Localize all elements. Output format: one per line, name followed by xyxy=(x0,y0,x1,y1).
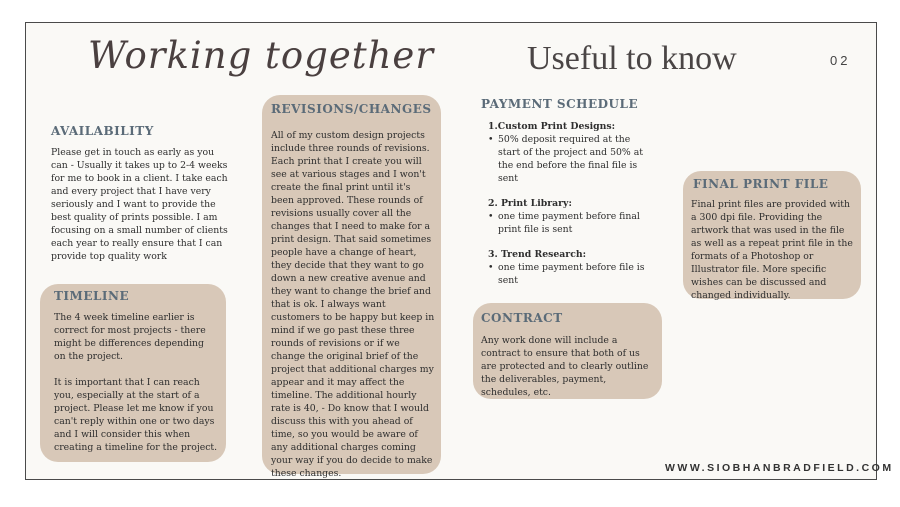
payment-heading: PAYMENT SCHEDULE xyxy=(481,97,639,111)
contract-heading: CONTRACT xyxy=(481,311,563,325)
revisions-text: All of my custom design projects include three rounds of revisions. Each print that I create you will see at various stages and I won't create the final print until it's been approved. These rounds of revisions usually cover all the changes that I need to make for a print design. That said sometimes people have a change of heart, they decide that they want to go down a new creative avenue and they want to change the brief and that is ok. I always want customers to be happy but keep in mind if we go past these three rounds of revisions or if we change the original brief of the project that additional charges my appear and it may affect the timeline. The additional hourly rate is 40, - Do know that I would discuss this with you ahead of time, so you would be aware of any additional charges coming your way if you do decide to make these changes. xyxy=(271,130,435,479)
script-title: Working together xyxy=(88,34,435,77)
payment-item-bullet: • one time payment before final print file is sent xyxy=(478,210,648,236)
availability-text: Please get in touch as early as you can - Usually it takes up to 2-4 weeks for me to book in a client. I take each and every project that I have very seriously and I want to provide the best quality of prints possible. I am focusing on a small number of clients each year to really ensure that I can provide top quality work xyxy=(51,147,228,262)
payment-item-title: 1.Custom Print Designs: xyxy=(488,121,616,132)
timeline-text xyxy=(54,311,218,454)
payment-list xyxy=(478,120,648,299)
timeline-paragraph-2: It is important that I can reach you, especially at the start of a project. Please let me know if you can't reply within one or two days and I will consider this when creating a timeline for the project. xyxy=(54,377,218,453)
list-item xyxy=(478,248,648,287)
payment-item-bullet: • 50% deposit required at the start of the project and 50% at the end before the final file is sent xyxy=(478,133,648,185)
contract-text: Any work done will include a contract to ensure that both of us are protected and to clearly outline the deliverables, payment, schedules, etc. xyxy=(481,335,649,398)
list-item xyxy=(478,120,648,185)
final-print-text: Final print files are provided with a 300 dpi file. Providing the artwork that was used in the file as well as a repeat print file in the formats of a Photoshop or Illustrator file. More specific wishes can be discussed and changed individually. xyxy=(691,199,853,301)
website-link[interactable]: WWW.SIOBHANBRADFIELD.COM xyxy=(665,462,894,474)
timeline-paragraph-1: The 4 week timeline earlier is correct for most projects - there might be differences depending on the project. xyxy=(54,312,206,362)
list-item xyxy=(478,197,648,236)
timeline-heading: TIMELINE xyxy=(54,289,130,303)
payment-item-title: 2. Print Library: xyxy=(488,198,572,209)
payment-item-title: 3. Trend Research: xyxy=(488,249,587,260)
main-title: Useful to know xyxy=(527,40,737,77)
payment-item-bullet: • one time payment before file is sent xyxy=(478,261,648,287)
availability-heading: AVAILABILITY xyxy=(51,124,154,138)
revisions-heading: REVISIONS/CHANGES xyxy=(271,102,432,116)
final-print-heading: FINAL PRINT FILE xyxy=(693,177,829,191)
page-number: 02 xyxy=(830,53,851,68)
